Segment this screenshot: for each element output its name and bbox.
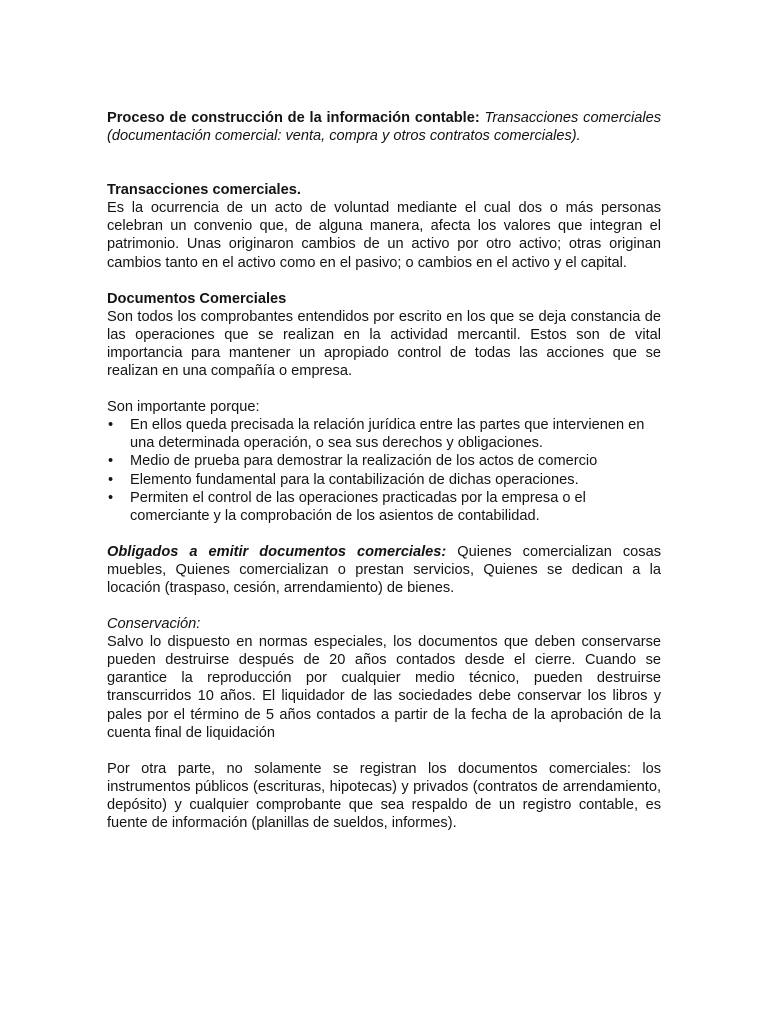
document-page bbox=[107, 109, 661, 832]
list-item-text: En ellos queda precisada la relación jurídica entre las partes que intervienen en una determinada operación, o sea sus derechos y obligaciones. bbox=[130, 417, 645, 452]
list-item-text: Permiten el control de las operaciones practicadas por la empresa o el comerciante y la comprobación de los asientos de contabilidad. bbox=[130, 489, 586, 524]
documentos-heading: Documentos Comerciales bbox=[107, 290, 287, 307]
list-item bbox=[107, 416, 661, 452]
list-item-text: Medio de prueba para demostrar la realización de los actos de comercio bbox=[130, 453, 598, 470]
intro-heading: Proceso de construcción de la información contable: bbox=[107, 110, 480, 126]
transacciones-heading: Transacciones comerciales. bbox=[107, 182, 301, 199]
bullet-icon: • bbox=[108, 489, 114, 506]
obligados-paragraph bbox=[107, 543, 661, 597]
list-item-text: Elemento fundamental para la contabilización de dichas operaciones. bbox=[130, 471, 579, 488]
intro-paragraph bbox=[107, 109, 661, 145]
importancia-list bbox=[107, 416, 661, 525]
bullet-icon: • bbox=[108, 453, 114, 470]
obligados-heading: Obligados a emitir documentos comerciales: bbox=[107, 543, 447, 560]
intro-text: Transacciones comerciales (documentación comercial: venta, compra y otros contratos comerciales). bbox=[107, 110, 661, 145]
conservacion-heading: Conservación: bbox=[107, 616, 201, 633]
importancia-lead: Son importante porque: bbox=[107, 399, 260, 416]
bullet-icon: • bbox=[108, 471, 114, 488]
otra-parte-body: Por otra parte, no solamente se registran los documentos comerciales: los instrumentos públicos (escrituras, hipotecas) y privados (contratos de arrendamiento, depósito) y cualquier comprobante que sea respaldo de un registro contable, es fuente de información (planillas de sueldos, informes). bbox=[107, 760, 661, 831]
list-item bbox=[107, 489, 661, 525]
transacciones-body: Es la ocurrencia de un acto de voluntad mediante el cual dos o más personas celebran un convenio que, de alguna manera, afecta los valores que integran el patrimonio. Unas originaron cambios de un activo por otro activo; otras originan cambios tanto en el activo como en el pasivo; o cambios en el activo y el capital. bbox=[107, 200, 661, 271]
bullet-icon: • bbox=[108, 417, 114, 434]
list-item bbox=[107, 471, 661, 489]
obligados-text: Quienes comercializan cosas muebles, Quienes comercializan o prestan servicios, Quienes se dedican a la locación (traspaso, cesión, arrendamiento) de bienes. bbox=[107, 543, 662, 596]
list-item bbox=[107, 452, 661, 470]
conservacion-body: Salvo lo dispuesto en normas especiales, los documentos que deben conservarse pueden destruirse después de 20 años contados desde el cierre. Cuando se garantice la reproducción por cualquier medio técnico, pueden destruirse transcurridos 10 años. El liquidador de las sociedades debe conservar los libros y pales por el término de 5 años contados a partir de la fecha de la aprobación de la cuenta final de liquidación bbox=[107, 634, 661, 741]
documentos-body: Son todos los comprobantes entendidos por escrito en los que se deja constancia de las operaciones que se realizan en la actividad mercantil. Estos son de vital importancia para mantener un apropiado control de todas las acciones que se realizan en una compañía o empresa. bbox=[107, 308, 661, 380]
